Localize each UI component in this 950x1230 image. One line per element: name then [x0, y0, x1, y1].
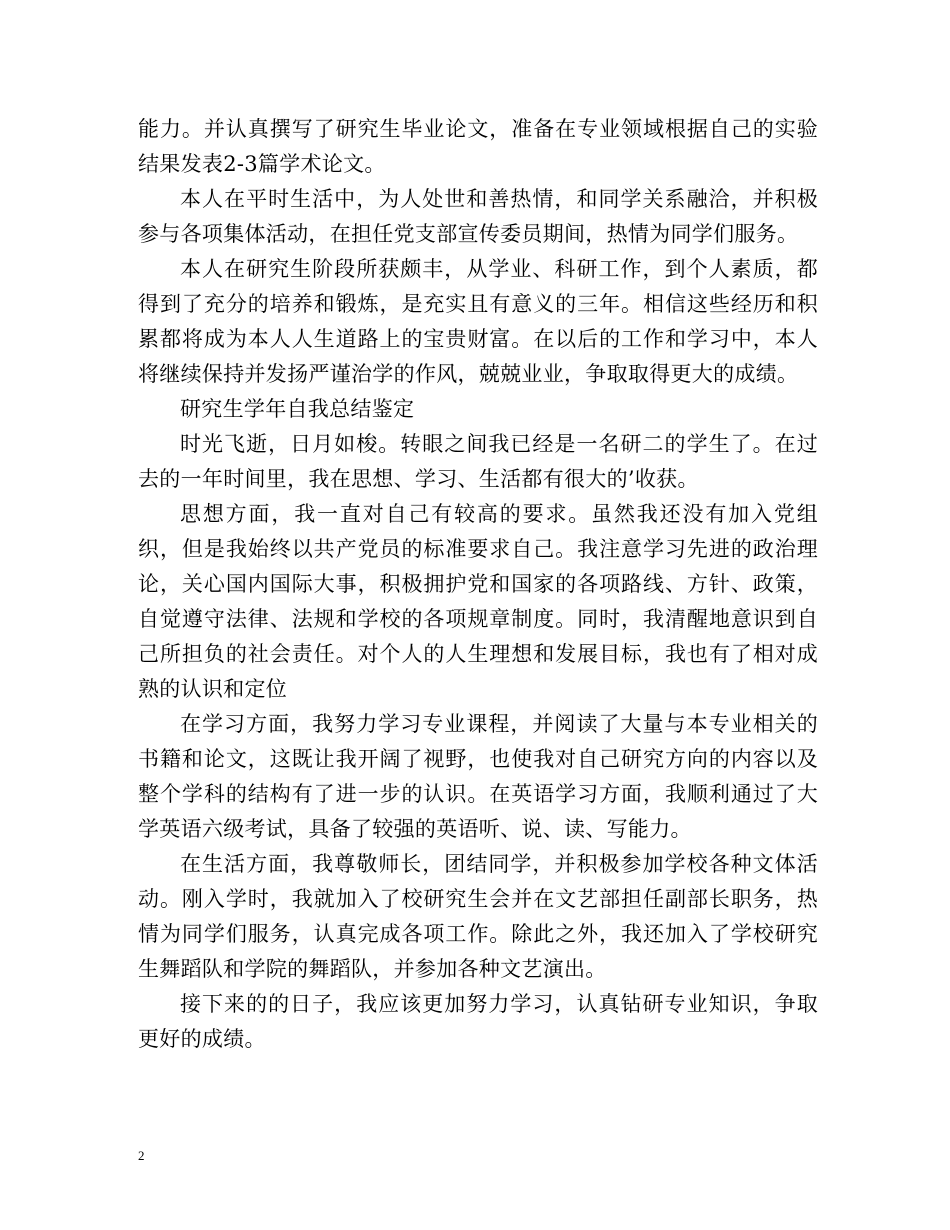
paragraph: 时光飞逝，日月如梭。转眼之间我已经是一名研二的学生了。在过去的一年时间里，我在思想、学习、生活都有很大的’收获。 [138, 432, 818, 491]
paragraph: 能力。并认真撰写了研究生毕业论文，准备在专业领域根据自己的实验结果发表2-3篇学术论文。 [138, 117, 818, 176]
section-heading: 研究生学年自我总结鉴定 [180, 397, 415, 421]
document-body [138, 112, 818, 1057]
paragraph: 在生活方面，我尊敬师长，团结同学，并积极参加学校各种文体活动。刚入学时，我就加入了校研究生会并在文艺部担任副部长职务，热情为同学们服务，认真完成各项工作。除此之外，我还加入了学校研究生舞蹈队和学院的舞蹈队，并参加各种文艺演出。 [138, 852, 818, 981]
page-number: 2 [138, 1148, 145, 1163]
paragraph: 思想方面，我一直对自己有较高的要求。虽然我还没有加入党组织，但是我始终以共产党员的标准要求自己。我注意学习先进的政治理论，关心国内国际大事，积极拥护党和国家的各项路线、方针、政策，自觉遵守法律、法规和学校的各项规章制度。同时，我清醒地意识到自己所担负的社会责任。对个人的人生理想和发展目标，我也有了相对成熟的认识和定位 [138, 502, 818, 701]
paragraph: 接下来的的日子，我应该更加努力学习，认真钻研专业知识，争取更好的成绩。 [138, 992, 818, 1051]
paragraph: 本人在研究生阶段所获颇丰，从学业、科研工作，到个人素质，都得到了充分的培养和锻炼，是充实且有意义的三年。相信这些经历和积累都将成为本人人生道路上的宝贵财富。在以后的工作和学习中，本人将继续保持并发扬严谨治学的作风，兢兢业业，争取取得更大的成绩。 [138, 257, 818, 386]
paragraph: 在学习方面，我努力学习专业课程，并阅读了大量与本专业相关的书籍和论文，这既让我开阔了视野，也使我对自己研究方向的内容以及整个学科的结构有了进一步的认识。在英语学习方面，我顺利通过了大学英语六级考试，具备了较强的英语听、说、读、写能力。 [138, 712, 818, 841]
paragraph: 本人在平时生活中，为人处世和善热情，和同学关系融洽，并积极参与各项集体活动，在担任党支部宣传委员期间，热情为同学们服务。 [138, 187, 818, 246]
